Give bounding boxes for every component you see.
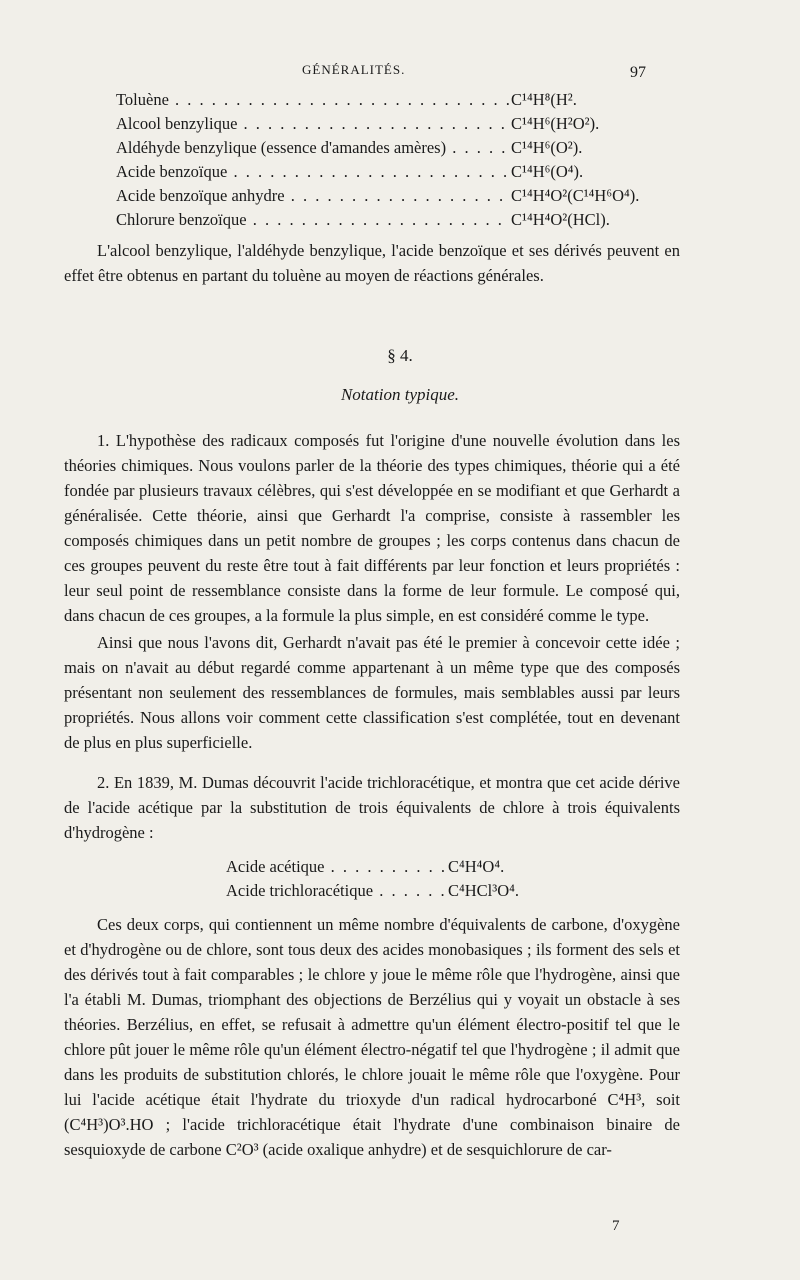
formula-list <box>116 88 676 232</box>
formula-row <box>116 88 676 112</box>
formula-row <box>116 208 676 232</box>
paragraph-2: Ainsi que nous l'avons dit, Gerhardt n'avait pas été le premier à concevoir cette idée ; mais on n'avait au début regardé comme appartenant à un même type que des composés présentant non seulement des ressemblances de formules, mais semblables aussi par leurs propriétés. Nous allons voir comment cette classification s'est complétée, tout en devenant de plus en plus superficielle. <box>64 633 680 752</box>
paragraph-4: Ces deux corps, qui contiennent un même nombre d'équivalents de carbone, d'oxygène et d'hydrogène ou de chlore, sont tous deux des acides monobasiques ; ils forment des sels et des dérivés tout à fait comparables ; le chlore y joue le même rôle que l'hydrogène, ainsi que l'a établi M. Dumas, triomphant des objections de Berzélius qui y voyait un obstacle à ses théories. Berzélius, en effet, se refusait à admettre qu'un élément électro-positif tel que le chlore pût jouer le même rôle qu'un élément électro-négatif tel que l'hydrogène ; il admit que dans les produits de substitution chlorés, le chlore jouait le même rôle que l'oxygène. Pour lui l'acide acétique était l'hydrate du trioxyde d'un radical hydrocarboné C⁴H³, soit (C⁴H³)O³.HO ; l'acide trichloracétique était l'hydrate d'une combinaison binaire de sesquioxyde de carbone C²O³ (acide oxalique anhydre) et de sesquichlorure de car- <box>64 915 680 1159</box>
compound-formula: C¹⁴H⁴O²(C¹⁴H⁶O⁴). <box>511 186 640 205</box>
paragraph-3: 2. En 1839, M. Dumas découvrit l'acide trichloracétique, et montra que cet acide dérive de l'acide acétique par la substitution de trois équivalents de chlore à trois équivalents d'hydrogène : <box>64 773 680 842</box>
acid-formula: C⁴HCl³O⁴. <box>448 881 520 900</box>
compound-formula: C¹⁴H⁸(H². <box>511 90 577 109</box>
compound-formula: C¹⁴H⁶(O⁴). <box>511 162 584 181</box>
acid-formula-list <box>226 855 586 903</box>
section-title: Notation typique. <box>340 385 460 404</box>
formula-row <box>226 879 586 903</box>
compound-name: Chlorure benzoïque . . . <box>116 208 511 232</box>
running-title: GÉNÉRALITÉS. <box>302 62 406 77</box>
compound-formula: C¹⁴H⁶(O²). <box>511 138 583 157</box>
acid-name: Acide trichloracétique . . . <box>226 879 448 903</box>
formula-row <box>116 112 676 136</box>
compound-formula: C¹⁴H⁴O²(HCl). <box>511 210 610 229</box>
page-number: 97 <box>630 64 646 81</box>
compound-name: Toluène . . . <box>116 88 511 112</box>
formula-row <box>116 136 676 160</box>
section-mark: § 4. <box>387 346 413 365</box>
page-header <box>0 62 800 86</box>
compound-name: Aldéhyde benzylique (essence d'amandes amères) . . . <box>116 136 511 160</box>
formula-row <box>226 855 586 879</box>
paragraph-1: 1. L'hypothèse des radicaux composés fut l'origine d'une nouvelle évolution dans les théories chimiques. Nous voulons parler de la théorie des types chimiques, théorie qui a été fondée par plusieurs travaux célèbres, qui s'est développée en se modifiant et que Gerhardt a généralisée. Cette théorie, ainsi que Gerhardt l'a comprise, consiste à rassembler les composés chimiques dans un petit nombre de groupes ; les corps contenus dans chacun de ces groupes peuvent du reste être tout à fait différents par leur fonction et leurs propriétés : leur seul point de ressemblance consiste dans la forme de leur formule. Le composé qui, dans chacun de ces groupes, a la formule la plus simple, en est considéré comme le type. <box>64 431 680 625</box>
intro-paragraph: L'alcool benzylique, l'aldéhyde benzylique, l'acide benzoïque et ses dérivés peuvent en effet être obtenus en partant du toluène au moyen de réactions générales. <box>64 241 680 285</box>
acid-name: Acide acétique . . . <box>226 855 448 879</box>
compound-name: Alcool benzylique . . . <box>116 112 511 136</box>
formula-row <box>116 184 676 208</box>
acid-formula: C⁴H⁴O⁴. <box>448 857 505 876</box>
compound-formula: C¹⁴H⁶(H²O²). <box>511 114 600 133</box>
compound-name: Acide benzoïque anhydre . . . <box>116 184 511 208</box>
compound-name: Acide benzoïque . . . <box>116 160 511 184</box>
formula-row <box>116 160 676 184</box>
signature-mark: 7 <box>612 1218 620 1234</box>
